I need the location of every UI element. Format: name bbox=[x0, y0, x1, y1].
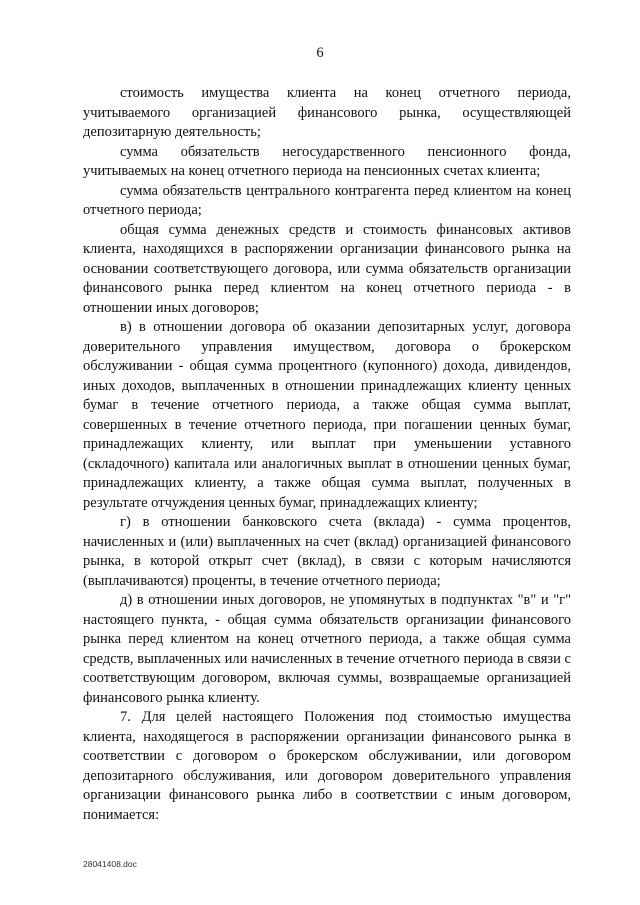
paragraph-section-7: 7. Для целей настоящего Положения под стоимостью имущества клиента, находящегося в распоряжении организации финансового рынка в соответствии с договором о брокерском обслуживании, или договором депозитарного обслуживания, или договором доверительного управления организации финансового рынка либо в соответствии с иным договором, понимается: bbox=[83, 709, 571, 823]
page-number: 6 bbox=[316, 45, 324, 61]
paragraph-item-g: г) в отношении банковского счета (вклада) - сумма процентов, начисленных и (или) выплаченных на счет (вклад) организацией финансового рынка, в которой открыт счет (вклад), в связи с которым начисляются (выплачиваются) проценты, в течение отчетного периода; bbox=[83, 514, 571, 589]
paragraph-other-agreements-total: общая сумма денежных средств и стоимость финансовых активов клиента, находящихся в распоряжении организации финансового рынка на основании соответствующего договора, или сумма обязательств организации финансового рынка перед клиентом на конец отчетного периода - в отношении иных договоров; bbox=[83, 221, 571, 316]
document-body bbox=[83, 84, 571, 825]
paragraph-central-counterparty-obligations: сумма обязательств центрального контрагента перед клиентом на конец отчетного периода; bbox=[83, 182, 571, 218]
paragraph-pension-fund-obligations: сумма обязательств негосударственного пенсионного фонда, учитываемых на конец отчетного периода на пенсионных счетах клиента; bbox=[83, 143, 571, 179]
paragraph-item-v: в) в отношении договора об оказании депозитарных услуг, договора доверительного управления имуществом, договора о брокерском обслуживании - общая сумма процентного (купонного) дохода, дивидендов, иных доходов, выплаченных в отношении принадлежащих клиенту ценных бумаг в течение отчетного периода, а также общая сумма выплат, совершенных в течение отчетного периода, при погашении ценных бумаг, принадлежащих клиенту, или выплат при уменьшении уставного (складочного) капитала или аналогичных выплат в отношении ценных бумаг, принадлежащих клиенту, а также общая сумма выплат, полученных в результате отчуждения ценных бумаг, принадлежащих клиенту; bbox=[83, 319, 571, 511]
footer-filename: 28041408.doc bbox=[83, 859, 137, 869]
paragraph-depository-asset-value: стоимость имущества клиента на конец отчетного периода, учитываемого организацией финансового рынка, осуществляющей депозитарную деятельность; bbox=[83, 85, 571, 140]
paragraph-item-d: д) в отношении иных договоров, не упомянутых в подпунктах "в" и "г" настоящего пункта, - общая сумма обязательств организации финансового рынка перед клиентом на конец отчетного периода, а также общая сумма средств, выплаченных или начисленных в течение отчетного периода в связи с соответствующим договором, включая суммы, возвращаемые организацией финансового рынка клиенту. bbox=[83, 592, 571, 706]
